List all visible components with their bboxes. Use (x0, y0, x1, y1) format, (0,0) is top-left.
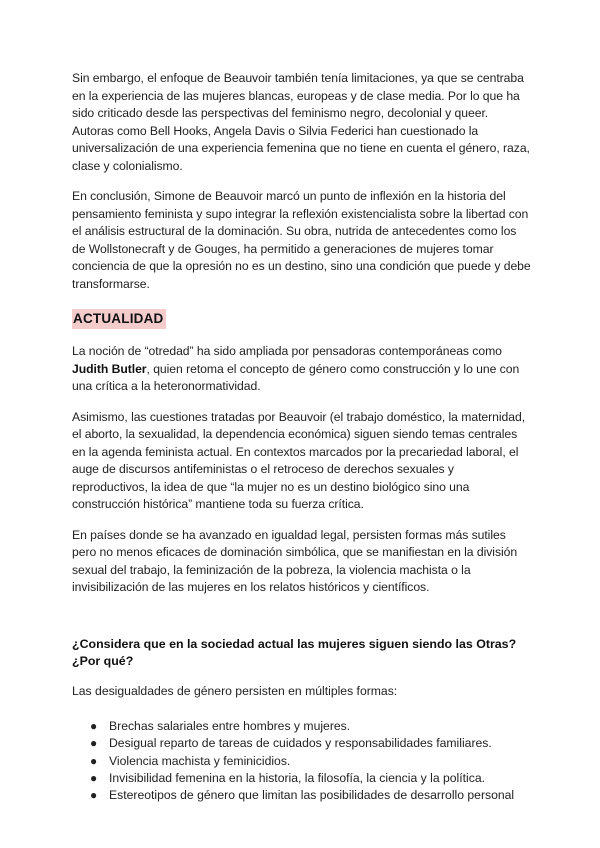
list-item-text: Desigual reparto de tareas de cuidados y responsabilidades familiares. (109, 736, 492, 751)
paragraph-agenda-feminista: Asimismo, las cuestiones tratadas por Beauvoir (el trabajo doméstico, la maternidad, el aborto, la sexualidad, la dependencia económica) siguen siendo temas centrales en la agenda feminista actual. En contextos marcados por la precariedad laboral, el auge de discursos antifeministas o el retroceso de derechos sexuales y reproductivos, la idea de que “la mujer no es un destino biológico sino una construcción histórica” mantiene toda su fuerza crítica. (72, 409, 526, 511)
document-body (72, 70, 532, 804)
judith-butler-name: Judith Butler (72, 361, 147, 376)
paragraph-otredad (72, 343, 532, 396)
paragraph-conclusion: En conclusión, Simone de Beauvoir marcó un punto de inflexión en la historia del pensamiento feminista y supo integrar la reflexión existencialista sobre la libertad con el análisis estructural de la dominación. Su obra, nutrida de antecedentes como los de Wollstonecraft y de Gouges, ha permitido a generaciones de mujeres tomar conciencia de que la opresión no es un destino, sino una condición que puede y debe transformarse. (72, 189, 531, 291)
otredad-text-after: , quien retoma el concepto de género como construcción y lo une con una crítica a la heteronormatividad. (72, 361, 520, 393)
list-item-text: Brechas salariales entre hombres y mujeres. (109, 719, 351, 733)
bullet-list-desigualdades (72, 718, 532, 804)
section-heading-wrapper (72, 306, 532, 343)
list-item (72, 787, 532, 804)
question-heading: ¿Considera que en la sociedad actual las mujeres siguen siendo las Otras? ¿Por qué? (72, 636, 517, 668)
list-item (72, 735, 532, 752)
section-heading-actualidad: ACTUALIDAD (72, 309, 166, 329)
bullet-icon: ● (90, 719, 98, 733)
bullet-icon: ● (90, 736, 98, 751)
list-item-text: Violencia machista y feminicidios. (109, 753, 291, 768)
paragraph-limitations: Sin embargo, el enfoque de Beauvoir también tenía limitaciones, ya que se centraba en la experiencia de las mujeres blancas, europeas y de clase media. Por lo que ha sido criticado desde las perspectivas del feminismo negro, decolonial y queer. Autoras como Bell Hooks, Angela Davis o Silvia Federici han cuestionado la universalización de una experiencia femenina que no tiene en cuenta el género, raza, clase y colonialismo. (72, 71, 530, 173)
list-item (72, 718, 532, 735)
bullet-icon: ● (90, 770, 98, 785)
list-item-text: Estereotipos de género que limitan las posibilidades de desarrollo personal (109, 788, 515, 803)
list-item-text: Invisibilidad femenina en la historia, la filosofía, la ciencia y la política. (109, 770, 485, 785)
bullet-icon: ● (90, 753, 98, 768)
bullet-icon: ● (90, 788, 98, 803)
paragraph-dominacion-simbolica: En países donde se ha avanzado en igualdad legal, persisten formas más sutiles pero no menos eficaces de dominación simbólica, que se manifiestan en la división sexual del trabajo, la feminización de la pobreza, la violencia machista o la invisibilización de las mujeres en los relatos históricos y científicos. (72, 527, 518, 594)
paragraph-intro-desigualdades: Las desigualdades de género persisten en múltiples formas: (72, 683, 398, 698)
otredad-text-before: La noción de “otredad” ha sido ampliada por pensadoras contemporáneas como (72, 344, 502, 358)
list-item (72, 753, 532, 770)
list-item (72, 770, 532, 787)
